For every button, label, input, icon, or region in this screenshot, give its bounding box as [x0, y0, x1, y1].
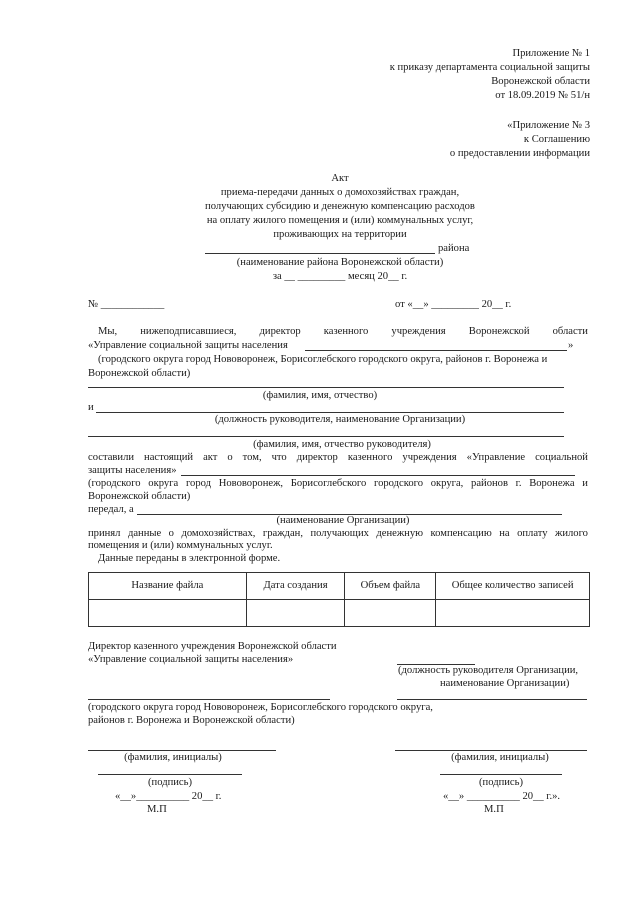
signature-right-blank — [397, 699, 587, 700]
position-caption: (должность руководителя, наименование Организации) — [214, 414, 466, 425]
signature-right-caption-2: наименование Организации) — [440, 678, 570, 689]
signature-right-stamp: М.П — [484, 804, 504, 815]
word: жилого — [555, 528, 588, 539]
signature-left-title: Директор казенного учреждения Воронежской области — [88, 641, 337, 652]
word: том, — [242, 452, 262, 463]
word: социальной — [535, 452, 588, 463]
paragraph-2-line-1 — [88, 451, 588, 464]
signature-left-sign-blank — [98, 774, 242, 775]
paragraph-2-line-4: Воронежской области) — [88, 491, 191, 502]
table-header-row — [89, 573, 590, 600]
paragraph-2-line-5: передал, а — [88, 504, 134, 515]
district-label: района — [438, 243, 470, 254]
word: оплату — [517, 528, 548, 539]
org-caption: (наименование Организации) — [276, 515, 410, 526]
institution-blank — [305, 350, 567, 351]
signature-right-caption-1: (должность руководителя Организации, — [398, 665, 579, 676]
fio-caption: (фамилия, имя, отчество) — [262, 390, 378, 401]
and-label: и — [88, 402, 94, 413]
signature-left-date: «__»__________ 20__ г. — [115, 791, 222, 802]
column-header-created: Дата создания — [246, 573, 345, 600]
signature-right-sign-caption: (подпись) — [479, 777, 523, 788]
word: и — [582, 478, 588, 489]
word: настоящий — [144, 452, 194, 463]
word: что — [271, 452, 287, 463]
doc-title-line-3: получающих субсидию и денежную компенсацию расходов — [205, 201, 475, 212]
appendix-3-line-2: к Соглашению — [523, 134, 590, 145]
signature-left-fio-caption: (фамилия, инициалы) — [124, 752, 222, 763]
word: домохозяйствах, — [181, 528, 256, 539]
appendix-1-line-2: к приказу департамента социальной защиты — [389, 62, 590, 73]
word: «Управление — [466, 452, 526, 463]
word: компенсацию — [430, 528, 492, 539]
word: о — [227, 452, 233, 463]
paragraph-2-line-3 — [88, 477, 588, 490]
word: округа, — [430, 478, 464, 489]
word: районов — [471, 478, 508, 489]
word: Нововоронеж, — [218, 478, 284, 489]
word: Воронежской — [468, 326, 530, 337]
word: казенного — [323, 326, 369, 337]
paragraph-1-quote-close: » — [568, 340, 574, 351]
signature-left-sign-caption: (подпись) — [148, 777, 192, 788]
word: данные — [127, 528, 162, 539]
table-cell — [436, 600, 590, 627]
word: директор — [296, 452, 338, 463]
paragraph-1-line-2: «Управление социальной защиты населения — [88, 340, 288, 351]
paragraph-3-line-2: помещения и (или) коммунальных услуг. — [88, 540, 273, 551]
word: нижеподписавшиеся, — [140, 326, 237, 337]
signature-right-fio-caption: (фамилия, инициалы) — [451, 752, 549, 763]
word: принял — [88, 528, 121, 539]
word: учреждения — [402, 452, 457, 463]
column-header-file-name: Название файла — [89, 573, 247, 600]
appendix-3-title: «Приложение № 3 — [507, 120, 590, 131]
paragraph-1-line-4: Воронежской области) — [88, 368, 191, 379]
doc-title-line-5: проживающих на территории — [273, 229, 407, 240]
act-number: № ____________ — [88, 299, 165, 310]
district-caption: (наименование района Воронежской области) — [236, 257, 444, 268]
word: граждан, — [262, 528, 303, 539]
act-date: от «__» _________ 20__ г. — [395, 299, 512, 310]
column-header-records: Общее количество записей — [436, 573, 590, 600]
paragraph-1-line-1 — [98, 325, 588, 338]
word: получающих — [310, 528, 369, 539]
word: город — [185, 478, 211, 489]
table-cell — [246, 600, 345, 627]
word: области — [552, 326, 588, 337]
paragraph-1-line-3: (городского округа город Нововоронеж, Борисоглебского городского округа, районов г. Воронежа и — [98, 354, 548, 365]
doc-title-line-4: на оплату жилого помещения и (или) коммунальных услуг, — [206, 215, 474, 226]
fio-blank — [88, 387, 564, 388]
paragraph-2-line-2: защиты населения» — [88, 465, 177, 476]
word: (городского — [88, 478, 141, 489]
files-table — [88, 572, 590, 627]
signature-left-title-2: «Управление социальной защиты населения» — [88, 654, 294, 665]
signature-left-stamp: М.П — [147, 804, 167, 815]
word: на — [499, 528, 510, 539]
word: акт — [203, 452, 218, 463]
doc-title-line-2: приема-передачи данных о домохозяйствах граждан, — [220, 187, 460, 198]
table-cell — [345, 600, 436, 627]
word: денежную — [376, 528, 424, 539]
doc-title: Акт — [331, 173, 349, 184]
table-cell — [89, 600, 247, 627]
district-blank — [205, 253, 435, 254]
word: Борисоглебского — [290, 478, 367, 489]
word: округа — [148, 478, 179, 489]
head-fio-caption: (фамилия, имя, отчество руководителя) — [253, 439, 431, 450]
signature-left-caption-1: (городского округа город Нововоронеж, Борисоглебского городского округа, — [88, 702, 433, 713]
signature-right-sign-blank — [440, 774, 562, 775]
word: Мы, — [98, 326, 118, 337]
column-header-size: Объем файла — [345, 573, 436, 600]
appendix-1-line-3: Воронежской области — [491, 76, 590, 87]
table-row — [89, 600, 590, 627]
signature-right-date: «__» __________ 20__ г.». — [443, 791, 561, 802]
period-line: за __ _________ месяц 20__ г. — [272, 271, 408, 282]
word: составили — [88, 452, 135, 463]
word: городского — [373, 478, 424, 489]
signature-left-blank — [88, 699, 330, 700]
word: учреждения — [391, 326, 446, 337]
word: директор — [259, 326, 301, 337]
appendix-1-line-4: от 18.09.2019 № 51/н — [495, 90, 590, 101]
word: о — [168, 528, 174, 539]
appendix-1-title: Приложение № 1 — [512, 48, 590, 59]
word: г. — [515, 478, 522, 489]
head-fio-blank — [88, 436, 564, 437]
district-name-blank — [181, 475, 575, 476]
signature-left-caption-2: районов г. Воронежа и Воронежской области) — [88, 715, 295, 726]
appendix-3-line-3: о предоставлении информации — [449, 148, 590, 159]
word: казенного — [347, 452, 393, 463]
paragraph-4: Данные переданы в электронной форме. — [98, 553, 281, 564]
word: Воронежа — [529, 478, 575, 489]
